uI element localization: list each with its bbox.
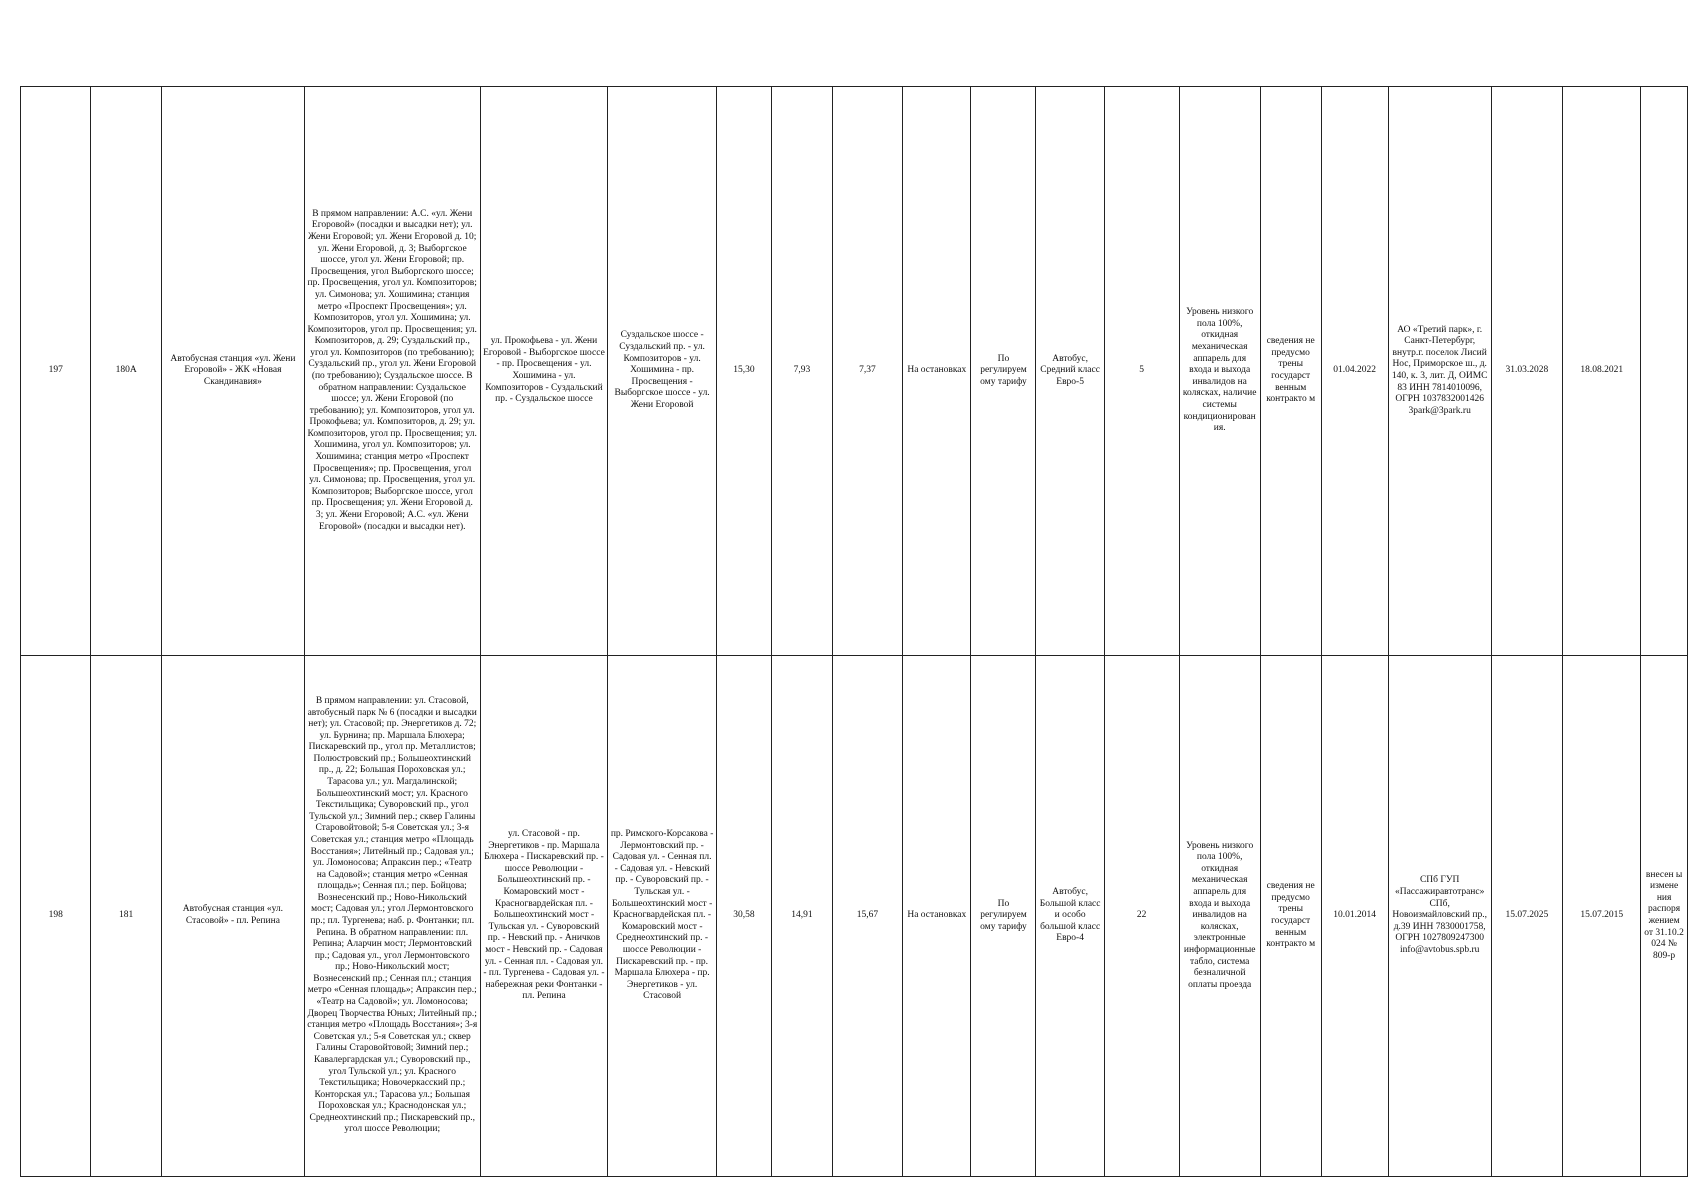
route-number: 180А	[91, 87, 161, 656]
note	[1641, 87, 1688, 656]
contract-info: сведения не предусмо трены государст венным контракто м	[1260, 656, 1321, 1177]
route-name: Автобусная станция «ул. Стасовой» - пл. Репина	[161, 656, 304, 1177]
vehicle-characteristics: Уровень низкого пола 100%, откидная механическая аппарель для входа и выхода инвалидов на колясках, наличие системы кондиционирования.	[1179, 87, 1260, 656]
tariff-type: По регулируем ому тарифу	[971, 87, 1036, 656]
vehicle-type: Автобус, Средний класс Евро-5	[1036, 87, 1104, 656]
route-length-backward: 7,37	[832, 87, 902, 656]
carrier-info: АО «Третий парк», г. Санкт-Петербург, внутр.г. поселок Лисий Нос, Приморское ш., д. 140, к. 3, лит. Д, ОИМС 83 ИНН 7814010096, ОГРН 1037832001426 3park@3park.ru	[1388, 87, 1491, 656]
vehicle-count: 5	[1104, 87, 1179, 656]
stop-order: На остановках	[903, 656, 971, 1177]
end-date: 31.03.2028	[1491, 87, 1563, 656]
route-length-forward: 7,93	[772, 87, 833, 656]
path-description: В прямом направлении: ул. Стасовой, автобусный парк № 6 (посадки и высадки нет); ул. Стасовой; пр. Энергетиков д. 72; ул. Бурнина; пр. Маршала Блюхера; Пискаревский пр., угол пр. Металлистов; Полюстровский пр.; Большеохтинский пр., д. 22; Большая Пороховская ул.; Тарасова ул.; ул. Магдалинской; Большеохтинский мост; ул. Красного Текстильщика; Суворовский пр., угол Тульской ул.; Зимний пер.; сквер Галины Старовойтовой; 5-я Советская ул.; 3-я Советская ул.; станция метро «Площадь Восстания»; Литейный пр.; Садовая ул.; ул. Ломоносова; Апраксин пер.; «Театр на Садовой»; станция метро «Сенная площадь»; Сенная пл.; пер. Бойцова; Вознесенский пр.; Ново-Никольский мост; Садовая ул.; угол Лермонтовского пр.; пл. Тургенева; наб. р. Фонтанки; пл. Репина. В обратном направлении: пл. Репина; Аларчин мост; Лермонтовский пр.; Садовая ул., угол Лермонтовского пр.; Ново-Никольский мост; Вознесенский пр.; Сенная пл.; станция метро «Сенная площадь»; Апраксин пер.; «Театр на Садовой»; ул. Ломоносова; Дворец Творчества Юных; Литейный пр.; станция метро «Площадь Восстания»; 3-я Советская ул.; 5-я Советская ул.; сквер Галины Старовойтовой; Зимний пер.; Кавалергардская ул.; Суворовский пр., угол Тульской ул.; ул. Красного Текстильщика; Новочеркасский пр.; Конторская ул.; Тарасова ул.; Большая Пороховская ул.; Краснодонская ул.; Среднеохтинский пр.; Пискаревский пр., угол шоссе Революции;	[304, 656, 480, 1177]
streets-forward: ул. Прокофьева - ул. Жени Егоровой - Выборгское шоссе - пр. Просвещения - ул. Хошимина - ул. Композиторов - Суздальский пр. - Суздальское шоссе	[480, 87, 608, 656]
vehicle-characteristics: Уровень низкого пола 100%, откидная механическая аппарель для входа и выхода инвалидов на колясках, электронные информационные табло, система безналичной оплаты проезда	[1179, 656, 1260, 1177]
path-description: В прямом направлении: А.С. «ул. Жени Егоровой» (посадки и высадки нет); ул. Жени Егоровой; ул. Жени Егоровой д. 10; ул. Жени Егоровой, д. 3; Выборгское шоссе, угол ул. Жени Егоровой; пр. Просвещения, угол Выборгского шоссе; пр. Просвещения, угол ул. Композиторов; ул. Симонова; ул. Хошимина; станция метро «Проспект Просвещения»; ул. Композиторов, угол ул. Хошимина; ул. Композиторов, угол пр. Просвещения; ул. Композиторов, д. 29; Суздальский пр., угол ул. Композиторов (по требованию); Суздальский пр., угол ул. Жени Егоровой (по требованию); Суздальское шоссе. В обратном направлении: Суздальское шоссе; ул. Жени Егоровой (по требованию); ул. Композиторов, угол ул. Прокофьева; ул. Композиторов, д. 29; ул. Композиторов, угол пр. Просвещения; ул. Хошимина, угол ул. Композиторов; ул. Хошимина; станция метро «Проспект Просвещения»; пр. Просвещения, угол ул. Симонова; пр. Просвещения, угол ул. Композиторов; Выборгское шоссе, угол пр. Просвещения; ул. Жени Егоровой д. 3; ул. Жени Егоровой; А.С. «ул. Жени Егоровой» (посадки и высадки нет).	[304, 87, 480, 656]
change-date: 18.08.2021	[1563, 87, 1641, 656]
change-date: 15.07.2015	[1563, 656, 1641, 1177]
route-length-total: 15,30	[716, 87, 771, 656]
vehicle-type: Автобус, Большой класс и особо большой класс Евро-4	[1036, 656, 1104, 1177]
start-date: 10.01.2014	[1321, 656, 1388, 1177]
table-row	[21, 87, 1688, 656]
carrier-info: СПб ГУП «Пассажиравтотранс» СПб, Новоизмайловский пр., д.39 ИНН 7830001758, ОГРН 1027809247300 info@avtobus.spb.ru	[1388, 656, 1491, 1177]
route-length-backward: 15,67	[832, 656, 902, 1177]
route-length-forward: 14,91	[772, 656, 833, 1177]
end-date: 15.07.2025	[1491, 656, 1563, 1177]
contract-info: сведения не предусмо трены государст венным контракто м	[1260, 87, 1321, 656]
tariff-type: По регулируем ому тарифу	[971, 656, 1036, 1177]
route-length-total: 30,58	[716, 656, 771, 1177]
registration-number: 198	[21, 656, 91, 1177]
route-registry-table	[20, 86, 1688, 1177]
note: внесен ы измене ния распоря жением от 31.10.2 024 № 809-р	[1641, 656, 1688, 1177]
route-name: Автобусная станция «ул. Жени Егоровой» - ЖК «Новая Скандинавия»	[161, 87, 304, 656]
registration-number: 197	[21, 87, 91, 656]
route-number: 181	[91, 656, 161, 1177]
table-row	[21, 656, 1688, 1177]
stop-order: На остановках	[903, 87, 971, 656]
vehicle-count: 22	[1104, 656, 1179, 1177]
streets-forward: ул. Стасовой - пр. Энергетиков - пр. Маршала Блюхера - Пискаревский пр. - шоссе Революции - Большеохтинский пр. - Комаровский мост - Красногвардейская пл. - Большеохтинский мост - Тульская ул. - Суворовский пр. - Невский пр. - Аничков мост - Невский пр. - Садовая ул. - Сенная пл. - Садовая ул. - пл. Тургенева - Садовая ул. - набережная реки Фонтанки - пл. Репина	[480, 656, 608, 1177]
start-date: 01.04.2022	[1321, 87, 1388, 656]
streets-backward: пр. Римского-Корсакова - Лермонтовский пр. - Садовая ул. - Сенная пл. - Садовая ул. - Невский пр. - Суворовский пр. - Тульская ул. - Большеохтинский мост - Красногвардейская пл. - Комаровский мост - Среднеохтинский пр. - шоссе Революции - Пискаревский пр. - пр. Маршала Блюхера - пр. Энергетиков - ул. Стасовой	[608, 656, 716, 1177]
streets-backward: Суздальское шоссе - Суздальский пр. - ул. Композиторов - ул. Хошимина - пр. Просвещения - Выборгское шоссе - ул. Жени Егоровой	[608, 87, 716, 656]
